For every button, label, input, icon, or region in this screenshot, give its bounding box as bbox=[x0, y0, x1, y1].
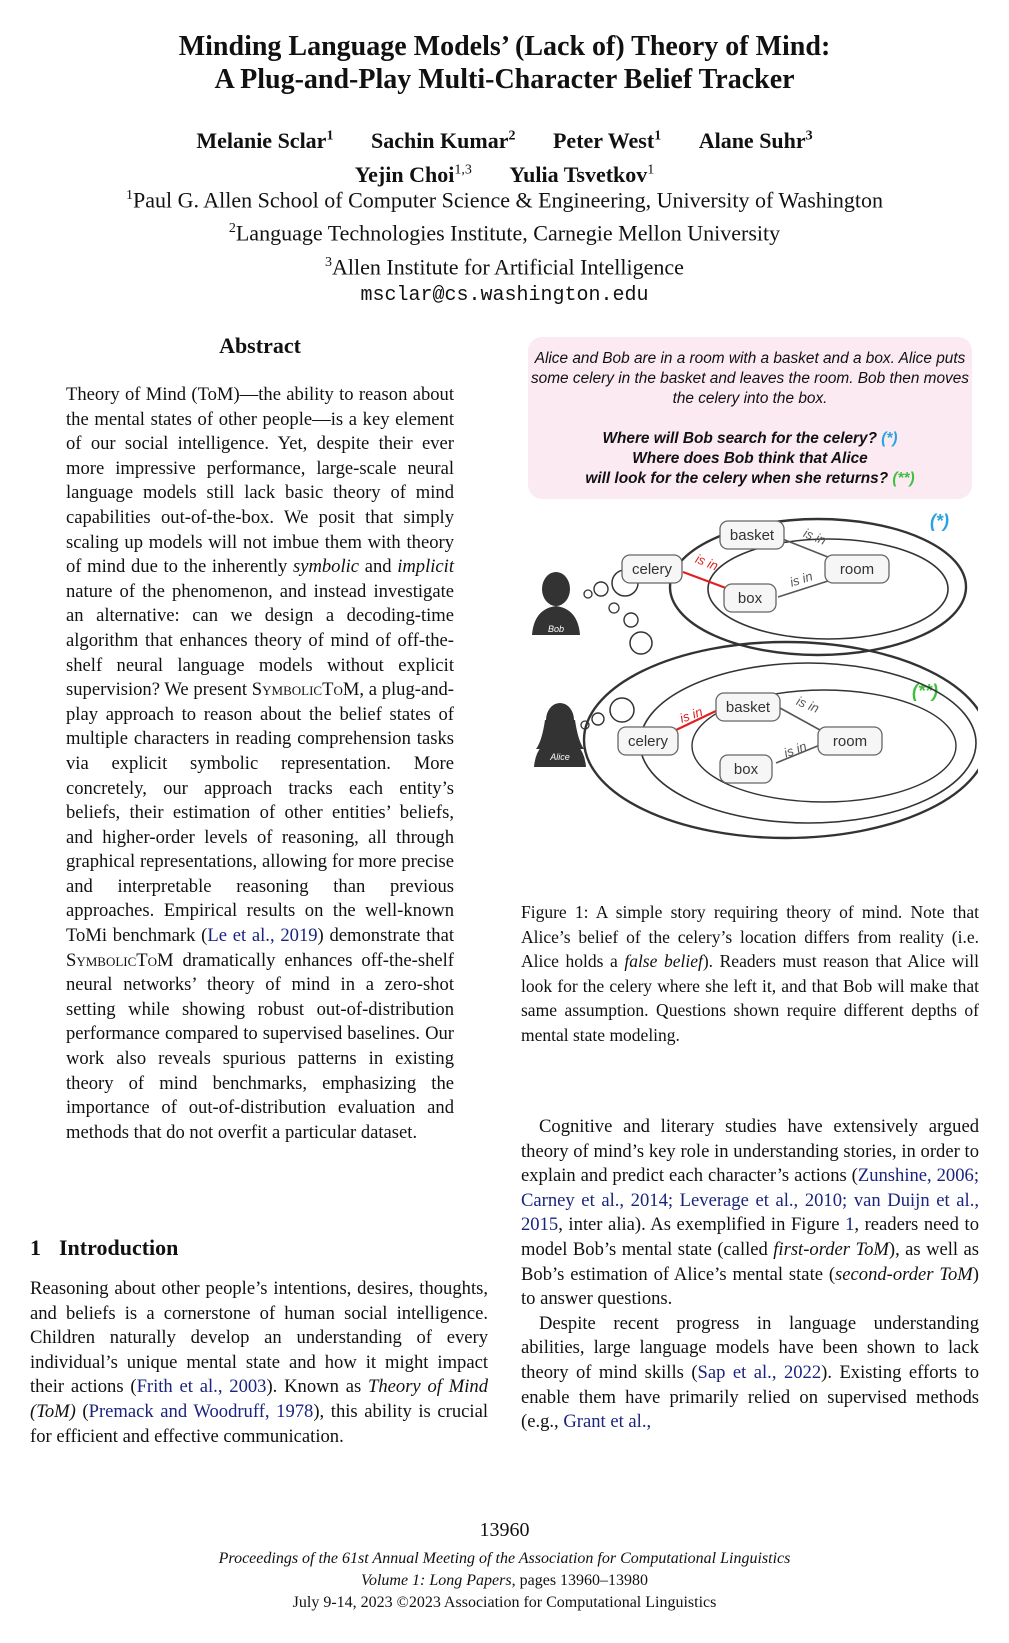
affiliations bbox=[0, 181, 1009, 310]
alice-label: Alice bbox=[550, 752, 570, 762]
citation-link[interactable]: Le et al., 2019 bbox=[207, 925, 318, 947]
story-questions: Where will Bob search for the celery? (*) Where does Bob think that Alice will look for the celery when she returns? (**) bbox=[585, 430, 915, 487]
title-line-1: Minding Language Models’ (Lack of) Theory of Mind: bbox=[178, 31, 831, 62]
story-text: Alice and Bob are in a room with a basket and a box. Alice puts some celery in the basket and leaves the room. Bob then moves the celery into the box. bbox=[530, 350, 970, 407]
svg-text:is in: is in bbox=[677, 703, 705, 726]
author: Melanie Sclar$^1$ bbox=[196, 128, 334, 154]
citation-link[interactable]: Leverage et al., 2010 bbox=[679, 1189, 843, 1211]
citation-link[interactable]: Sap et al., 2022 bbox=[697, 1361, 822, 1383]
author: Alane Suhr$^3$ bbox=[698, 128, 813, 154]
figure-reference-link[interactable]: 1 bbox=[845, 1214, 855, 1236]
affiliation: $^1$Paul G. Allen School of Computer Science & Engineering, University of Washington bbox=[126, 187, 883, 213]
introduction-body: Reasoning about other people’s intentions, desires, thoughts, and beliefs is a cornerstone of human social intelligence. Children naturally develop an understanding of every individual’s unique mental state and how it might impact their actions (Frith et al., 2003). Known as Theory of Mind (ToM) (Premack and Woodruff, 1978), this ability is crucial for efficient and effective communication. bbox=[30, 1278, 489, 1447]
figure-caption: Figure 1: A simple story requiring theory of mind. Note that Alice’s belief of the celery’s location differs from reality (i.e. Alice holds a false belief). Readers must reason that Alice will look for the celery where she left it, and that Bob will make that same assumption. Questions shown require different depths of mental state modeling. bbox=[521, 902, 979, 1045]
author: Peter West$^1$ bbox=[552, 128, 662, 154]
section-heading-introduction: 1 Introduction bbox=[30, 1235, 179, 1260]
author-email[interactable]: msclar@cs.washington.edu bbox=[360, 283, 649, 307]
citation-link[interactable]: Frith et al., 2003 bbox=[136, 1376, 267, 1398]
citation-link[interactable]: Premack and Woodruff, 1978 bbox=[88, 1400, 314, 1422]
proceedings-footer: Proceedings of the 61st Annual Meeting of the Association for Computational Linguistics Volume 1: Long Papers, pages 13960–13980 July 9-14, 2023 ©2023 Association for Computational Linguistics bbox=[218, 1550, 791, 1611]
bob-belief-graph bbox=[532, 519, 966, 655]
node-room: room bbox=[839, 561, 875, 578]
svg-text:is in: is in bbox=[693, 550, 721, 574]
node-room: room bbox=[832, 733, 868, 750]
node-box: box bbox=[737, 590, 763, 607]
citation-link[interactable]: Zunshine, 2006 bbox=[857, 1165, 974, 1187]
author: Yejin Choi$^{1,3}$ bbox=[354, 161, 472, 187]
citation-link[interactable]: Grant et al., bbox=[563, 1411, 652, 1433]
svg-text:is in: is in bbox=[787, 568, 815, 590]
node-celery: celery bbox=[627, 733, 669, 750]
author-list bbox=[0, 122, 1009, 189]
right-column-body: Cognitive and literary studies have extensively argued theory of mind’s key role in understanding stories, in order to explain and predict each character’s actions (Zunshine, 2006; Carney et al., 2014; Leverage et al., 2010; van Duijn et al., 2015, inter alia). As exemplified in Figure 1, readers need to model Bob’s mental state (called first-order ToM), as well as Bob’s estimation of Alice’s mental state (second-order ToM) to answer questions. Despite recent progress in language understanding abilities, large language models have been shown to lack theory of mind skills (Sap et al., 2022). Existing efforts to enable them have primarily relied on supervised methods (e.g., Grant et al., bbox=[521, 1116, 980, 1433]
abstract-body: Theory of Mind (ToM)—the ability to reason about the mental states of other people—is a key element of our social intelligence. Yet, despite their ever more impressive performance, large-scale neural language models still lack basic theory of mind capabilities out-of-the-box. We posit that simply scaling up models will not imbue them with theory of mind due to the inherently symbolic and implicit nature of the phenomenon, and instead investigate an alternative: can we design a decoding-time algorithm that enhances theory of mind of off-the-shelf neural language models without explicit supervision? We present SymbolicToM, a plug-and-play approach to reason about the belief states of multiple characters in reading comprehension tasks via explicit symbolic representation. More concretely, our approach tracks each entity’s beliefs, their estimation of other entities’ beliefs, and higher-order levels of reasoning, all through graphical representations, allowing for more precise and interpretable reasoning than previous approaches. Empirical results on the well-known ToMi benchmark (Le et al., 2019) demonstrate that SymbolicToM dramatically enhances off-the-shelf neural networks’ theory of mind in a zero-shot setting while showing robust out-of-distribution performance compared to supervised baselines. Our work also reveals spurious patterns in existing theory of mind benchmarks, emphasizing the importance of out-of-distribution evaluation and methods that do not overfit a particular dataset. bbox=[66, 384, 454, 1143]
alice-silhouette-icon bbox=[534, 703, 586, 767]
paper-title bbox=[0, 30, 1009, 96]
system-name: SymbolicToM bbox=[251, 679, 360, 701]
svg-text:is in: is in bbox=[801, 525, 829, 548]
system-name: SymbolicToM bbox=[66, 949, 174, 971]
svg-text:is in: is in bbox=[781, 738, 809, 761]
abstract-heading: Abstract bbox=[219, 333, 301, 358]
node-box: box bbox=[733, 761, 759, 778]
belief-graphs-figure bbox=[528, 505, 978, 845]
bob-label: Bob bbox=[547, 624, 565, 634]
page-number: 13960 bbox=[479, 1519, 530, 1541]
author: Sachin Kumar$^2$ bbox=[370, 128, 516, 154]
alice-belief-graph bbox=[534, 642, 978, 838]
node-celery: celery bbox=[631, 561, 673, 578]
graph2-marker: (**) bbox=[912, 681, 938, 701]
node-basket: basket bbox=[729, 527, 775, 544]
graph1-marker: (*) bbox=[930, 511, 949, 531]
svg-text:is in: is in bbox=[794, 693, 822, 716]
title-line-2: A Plug-and-Play Multi-Character Belief Tracker bbox=[214, 64, 795, 95]
author-row-1 bbox=[0, 122, 1009, 155]
bob-silhouette-icon bbox=[532, 572, 580, 635]
affiliation: $^3$Allen Institute for Artificial Intelligence bbox=[325, 253, 684, 279]
citation-link[interactable]: Carney et al., 2014 bbox=[521, 1189, 668, 1211]
node-basket: basket bbox=[725, 699, 771, 716]
citation-link[interactable]: van Duijn et al., 2015 bbox=[521, 1189, 980, 1236]
author: Yulia Tsvetkov$^1$ bbox=[509, 161, 655, 187]
affiliation: $^2$Language Technologies Institute, Carnegie Mellon University bbox=[228, 220, 781, 246]
